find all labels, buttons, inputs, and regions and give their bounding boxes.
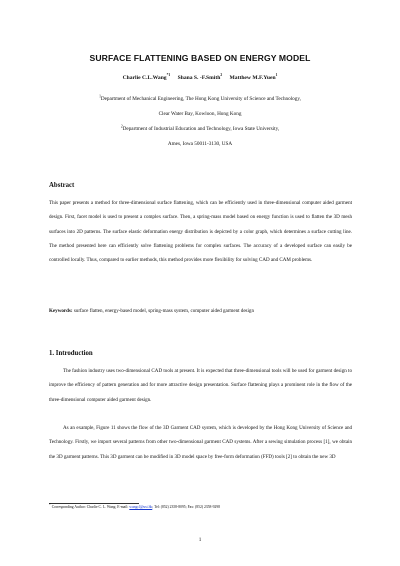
footnote-suffix: ; Tel: (852) 2358-8095; Fax: (852) 2358-9298 bbox=[152, 505, 220, 510]
author-2 bbox=[178, 75, 223, 81]
author-mark: 2 bbox=[220, 73, 223, 78]
footnote-email-link[interactable]: wangcl@ust.hk bbox=[129, 505, 153, 510]
abstract-heading: Abstract bbox=[49, 182, 75, 189]
author-mark: *1 bbox=[166, 73, 171, 78]
abstract-text: This paper presents a method for three-dimensional surface flattening, which can be efficiently used in three-dimensional computer aided garment design. First, facet model is used to present a complex surface. Then, a spring-mass model based on energy function is used to flatten the 3D mesh surfaces into 2D patterns. The surface elastic deformation energy distribution is depicted by a color graph, which determines a surface cutting line. The method presented here can efficiently solve flattening problems for complex surfaces. The accuracy of a developed surface can easily be controlled locally. Thus, compared to earlier methods, this method provides more flexibility for solving CAD and CAM problems. bbox=[49, 200, 352, 264]
author-3 bbox=[230, 75, 278, 81]
author-mark: 1 bbox=[275, 73, 278, 78]
affiliation-text: Department of Mechanical Engineering, The Hong Kong University of Science and Technology, bbox=[100, 96, 301, 102]
paper-title: SURFACE FLATTENING BASED ON ENERGY MODEL bbox=[89, 53, 311, 63]
affiliation-1-line-2: Clear Water Bay, Kowloon, Hong Kong bbox=[158, 111, 242, 117]
introduction-heading: 1. Introduction bbox=[49, 350, 93, 357]
footnote bbox=[49, 505, 220, 509]
footnote-divider bbox=[49, 503, 139, 504]
affiliation-1-line-1 bbox=[0, 96, 400, 102]
keywords-text: surface flatten, energy-based model, spring-mass system, computer aided garment design bbox=[73, 308, 254, 314]
introduction-paragraph-2: As an example, Figure 11 shows the flow of the 3D Garment CAD system, which is developed by the Hong Kong University of Science and Technology. Firstly, we import several patterns from other two-dimensional garment CAD systems. After a sewing simulation process [1], we obtain the 3D garment patterns. This 3D garment can be modified in 3D model space by free-form deformation (FFD) tools [2] to obtain the new 3D bbox=[49, 425, 352, 460]
affiliation-2-line-1 bbox=[0, 126, 400, 132]
author-name: Matthew M.F.Yuen bbox=[229, 75, 276, 81]
author-list bbox=[0, 75, 400, 81]
author-name: Shana S. -F.Smith bbox=[177, 75, 221, 81]
author-name: Charlie C.L.Wang bbox=[122, 75, 167, 81]
page-number: 1 bbox=[198, 537, 202, 543]
keywords-label: Keywords: bbox=[49, 308, 73, 314]
introduction-paragraph-1: The fashion industry uses two-dimensional CAD tools at present. It is expected that three-dimensional tools will be used for garment design to improve the efficiency of pattern generation and for more attractive design presentation. Surface flattening plays a prominent role in the flow of the three-dimensional computer aided garment design. bbox=[49, 368, 352, 403]
author-1 bbox=[123, 75, 171, 81]
keywords bbox=[49, 308, 352, 314]
affiliation-mark: 2 bbox=[120, 124, 123, 129]
affiliation-2-line-2: Ames, Iowa 50011-3130, USA bbox=[167, 141, 233, 147]
footnote-prefix: Corresponding Author: Charlie C. L. Wang; E-mail: bbox=[51, 505, 129, 510]
footnote-mark: * bbox=[49, 503, 51, 507]
affiliation-text: Department of Industrial Education and Technology, Iowa State University, bbox=[122, 126, 280, 132]
affiliation-mark: 1 bbox=[99, 94, 101, 99]
